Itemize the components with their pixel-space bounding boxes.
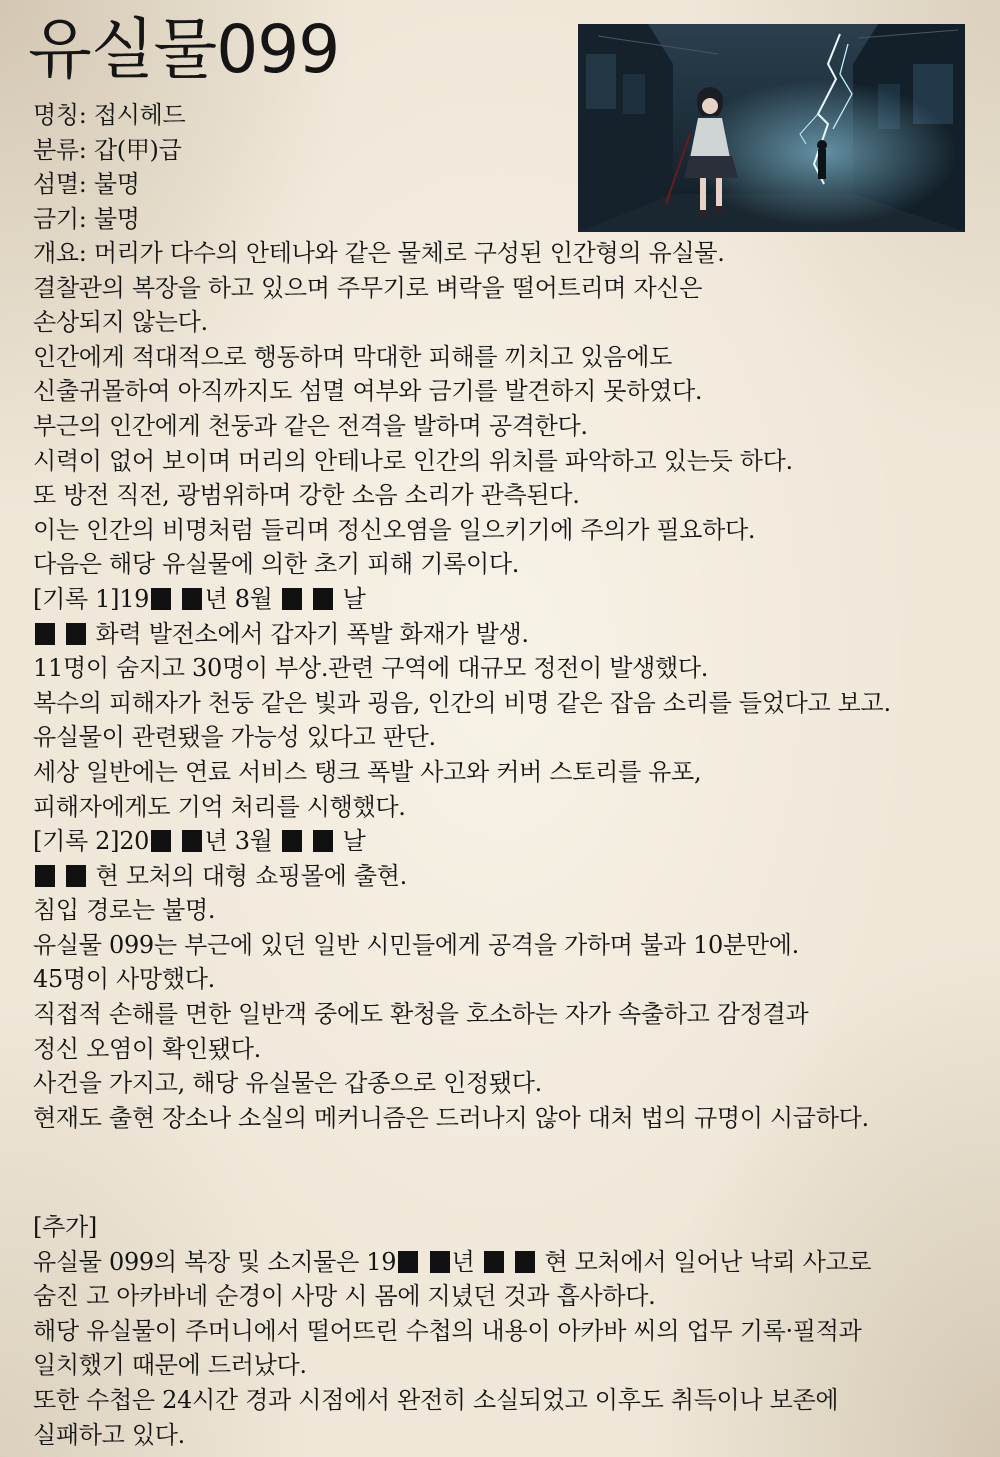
addendum-line: 또한 수첩은 24시간 경과 시점에서 완전히 소실되었고 이후도 취득이나 보존에 <box>33 1385 839 1414</box>
redaction-block <box>182 830 202 852</box>
body-line: 현재도 출현 장소나 소실의 메커니즘은 드러나지 않아 대처 법의 규명이 시급하다. <box>33 1103 869 1132</box>
body-line: 직접적 손해를 면한 일반객 중에도 환청을 호소하는 자가 속출하고 감정결과 <box>33 1000 809 1029</box>
body-line: 정신 오염이 확인됐다. <box>33 1034 261 1063</box>
body-line: 개요: 머리가 다수의 안테나와 같은 물체로 구성된 인간형의 유실물. <box>33 239 725 267</box>
body-line: 부근의 인간에게 천둥과 같은 전격을 발하며 공격한다. <box>33 411 588 440</box>
addendum-line: 해당 유실물이 주머니에서 떨어뜨린 수첩의 내용이 아카바 씨의 업무 기록·필적과 <box>33 1316 862 1345</box>
body-line: 침입 경로는 불명. <box>33 896 216 925</box>
body-line: 현 모처의 대형 쇼핑몰에 출현. <box>33 859 999 894</box>
addendum-line: 숨진 고 아카바네 순경이 사망 시 몸에 지녔던 것과 흡사하다. <box>33 1282 656 1311</box>
document-title: 유실물099 <box>28 11 340 88</box>
redaction-block <box>313 830 333 852</box>
body-line: 다음은 해당 유실물에 의한 초기 피해 기록이다. <box>33 550 520 579</box>
document-body <box>33 236 999 1135</box>
addendum-line: 유실물 099의 복장 및 소지물은 19 년 현 모처에서 일어난 낙뢰 사고로 <box>33 1247 872 1276</box>
redaction-block <box>282 830 302 852</box>
redaction-block <box>398 1251 418 1273</box>
body-line: 신출귀몰하여 아직까지도 섬멸 여부와 금기를 발견하지 못하였다. <box>33 377 703 406</box>
body-line: 복수의 피해자가 천둥 같은 빛과 굉음, 인간의 비명 같은 잡음 소리를 들었다고 보고. <box>33 688 891 717</box>
redaction-block <box>484 1251 504 1273</box>
addendum-line: 일치했기 때문에 드러났다. <box>33 1351 307 1380</box>
redaction-block <box>151 830 171 852</box>
redaction-block <box>35 623 55 645</box>
redaction-block <box>282 588 302 610</box>
body-line: 11명이 숨지고 30명이 부상.관련 구역에 대규모 정전이 발생했다. <box>33 654 709 683</box>
addendum-line: 실패하고 있다. <box>33 1420 185 1449</box>
body-line: 유실물이 관련됐을 가능성 있다고 판단. <box>33 723 436 752</box>
body-line: 또 방전 직전, 광범위하며 강한 소음 소리가 관측된다. <box>33 481 580 510</box>
addendum-block <box>33 1210 999 1452</box>
body-line: 결찰관의 복장을 하고 있으며 주무기로 벼락을 떨어트리며 자신은 <box>33 273 703 302</box>
meta-class: 분류: 갑(甲)급 <box>33 135 182 164</box>
record-1-heading: [기록 1]19 년 8월 날 <box>33 584 366 613</box>
redaction-block <box>430 1251 450 1273</box>
redaction-block <box>313 588 333 610</box>
redaction-block <box>515 1251 535 1273</box>
body-line: 화력 발전소에서 갑자기 폭발 화재가 발생. <box>33 617 999 652</box>
body-line: 피해자에게도 기억 처리를 시행했다. <box>33 792 406 821</box>
meta-extermination: 섬멸: 불명 <box>33 170 140 199</box>
redaction-block <box>66 623 86 645</box>
body-line: 인간에게 적대적으로 행동하며 막대한 피해를 끼치고 있음에도 <box>33 342 672 371</box>
body-line: 유실물 099는 부근에 있던 일반 시민들에게 공격을 가하며 불과 10분만에. <box>33 930 800 959</box>
body-line: 이는 인간의 비명처럼 들리며 정신오염을 일으키기에 주의가 필요하다. <box>33 515 756 544</box>
addendum-heading: [추가] <box>33 1213 97 1241</box>
body-line: 세상 일반에는 연료 서비스 탱크 폭발 사고와 커버 스토리를 유포, <box>33 757 702 786</box>
body-line: 손상되지 않는다. <box>33 308 208 337</box>
metadata-block <box>33 98 573 236</box>
redaction-block <box>35 865 55 887</box>
redaction-block <box>182 588 202 610</box>
redaction-block <box>66 865 86 887</box>
meta-name: 명칭: 접시헤드 <box>33 101 186 129</box>
meta-taboo: 금기: 불명 <box>33 204 140 233</box>
body-line: 사건을 가지고, 해당 유실물은 갑종으로 인정됐다. <box>33 1069 542 1098</box>
body-line: 45명이 사망했다. <box>33 965 215 994</box>
record-2-heading: [기록 2]20 년 3월 날 <box>33 827 366 856</box>
body-line: 시력이 없어 보이며 머리의 안테나로 인간의 위치를 파악하고 있는듯 하다. <box>33 446 793 475</box>
redaction-block <box>151 588 171 610</box>
illustration-image <box>578 24 965 232</box>
